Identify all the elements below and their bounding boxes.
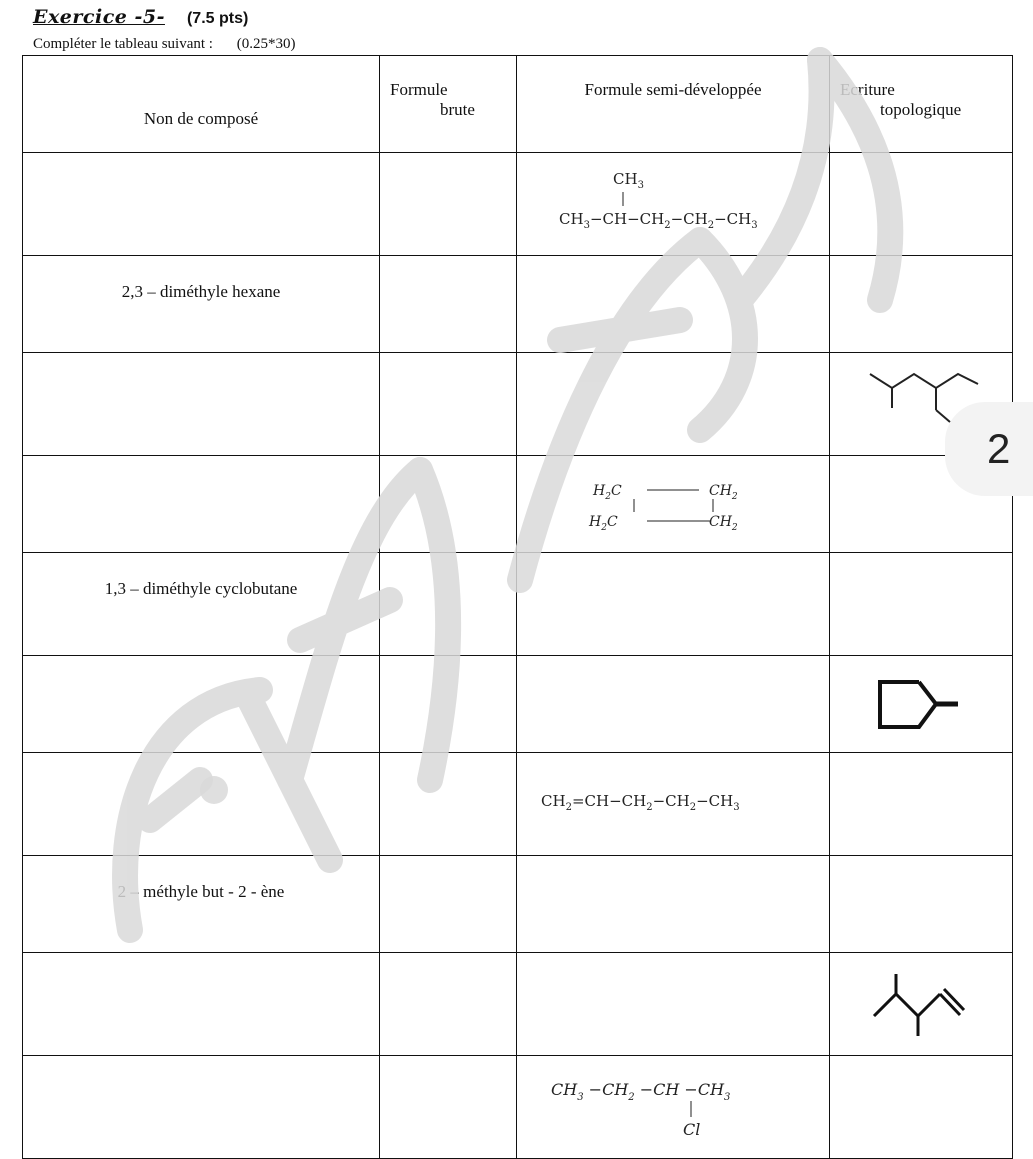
- svg-text:CH3−CH−CH2−CH2−CH3: $CH_3-CH-CH_2-CH_2-CH_3$: [559, 210, 758, 231]
- svg-text:H2C: $H_2C$: [589, 514, 618, 533]
- exercise-points: (7.5 pts): [186, 10, 249, 27]
- table-row: [23, 553, 1013, 656]
- svg-text:CH2=CH−CH2−CH2−CH3: $CH_2=CH-CH_2-CH_2-CH_3$: [541, 792, 740, 813]
- formula-2-chlorobutane: [517, 1057, 829, 1157]
- page-number: 2: [987, 425, 1011, 472]
- topologique-cell[interactable]: [830, 1056, 1013, 1159]
- topologique-cell[interactable]: [830, 256, 1013, 353]
- semi-developpee-cell[interactable]: [517, 553, 830, 656]
- instruction-points: (0.25*30): [236, 36, 296, 52]
- col-header-topologique: Ecriture topologique: [830, 56, 1013, 153]
- col-header-name: Non de composé: [23, 56, 380, 153]
- name-cell: 1,3 – diméthyle cyclobutane: [23, 553, 380, 656]
- svg-text:CH2: $CH_2$: [709, 514, 738, 533]
- topologique-cell[interactable]: [830, 153, 1013, 256]
- formule-brute-cell[interactable]: [380, 456, 517, 553]
- formula-pent-1-ene: [517, 754, 829, 854]
- semi-developpee-cell[interactable]: [517, 656, 830, 753]
- exercise-header: [33, 6, 248, 32]
- skeletal-dimethylpentene-icon: [830, 954, 1012, 1054]
- semi-developpee-cell[interactable]: [517, 353, 830, 456]
- table-row: [23, 353, 1013, 456]
- formule-brute-cell[interactable]: [380, 256, 517, 353]
- semi-developpee-cell: [517, 1056, 830, 1159]
- page-number-badge: [945, 402, 1033, 496]
- name-cell[interactable]: [23, 953, 380, 1056]
- name-cell[interactable]: [23, 656, 380, 753]
- name-cell[interactable]: [23, 353, 380, 456]
- table-header-row: [23, 56, 1013, 153]
- topologique-cell: [830, 656, 1013, 753]
- formule-brute-cell[interactable]: [380, 153, 517, 256]
- svg-text:CH3: $CH_3$: [613, 170, 644, 191]
- compounds-table: [22, 55, 1013, 1159]
- svg-text:CH3 −CH2 −CH −CH3: $CH_3 -CH_2 -CH -CH_3$: [551, 1080, 731, 1103]
- semi-developpee-cell[interactable]: [517, 953, 830, 1056]
- svg-text:H2C: $H_2C$: [593, 483, 622, 502]
- semi-developpee-cell: [517, 456, 830, 553]
- exercise-title: Exercice -5-: [33, 6, 165, 28]
- formule-brute-cell[interactable]: [380, 656, 517, 753]
- skeletal-methylcyclopentane-icon: [830, 657, 1012, 751]
- formule-brute-cell[interactable]: [380, 553, 517, 656]
- name-cell: 2,3 – diméthyle hexane: [23, 256, 380, 353]
- table-row: [23, 856, 1013, 953]
- topologique-cell[interactable]: [830, 553, 1013, 656]
- name-cell[interactable]: [23, 153, 380, 256]
- formula-cyclobutane: [517, 457, 829, 551]
- semi-developpee-cell[interactable]: [517, 256, 830, 353]
- formule-brute-cell[interactable]: [380, 353, 517, 456]
- table-row: [23, 953, 1013, 1056]
- name-cell[interactable]: [23, 1056, 380, 1159]
- table-row: [23, 456, 1013, 553]
- svg-text:CH2: $CH_2$: [709, 483, 738, 502]
- semi-developpee-cell: [517, 753, 830, 856]
- table-row: [23, 153, 1013, 256]
- topologique-cell: [830, 953, 1013, 1056]
- topologique-cell[interactable]: [830, 856, 1013, 953]
- table-row: [23, 656, 1013, 753]
- svg-text:Cl: Cl: [683, 1120, 701, 1139]
- name-cell[interactable]: [23, 456, 380, 553]
- formule-brute-cell[interactable]: [380, 856, 517, 953]
- table-row: [23, 256, 1013, 353]
- topologique-cell[interactable]: [830, 753, 1013, 856]
- formule-brute-cell[interactable]: [380, 953, 517, 1056]
- instruction-text: Compléter le tableau suivant :: [33, 36, 213, 52]
- col-header-semi-developpee: Formule semi-développée: [517, 56, 830, 153]
- table-row: [23, 753, 1013, 856]
- formula-2-methylpentane: [517, 154, 829, 254]
- col-header-formule-brute: Formule brute: [380, 56, 517, 153]
- formule-brute-cell[interactable]: [380, 753, 517, 856]
- formule-brute-cell[interactable]: [380, 1056, 517, 1159]
- name-cell: 2 – méthyle but - 2 - ène: [23, 856, 380, 953]
- table-row: [23, 1056, 1013, 1159]
- semi-developpee-cell[interactable]: [517, 856, 830, 953]
- semi-developpee-cell: [517, 153, 830, 256]
- instruction: [33, 36, 295, 53]
- name-cell[interactable]: [23, 753, 380, 856]
